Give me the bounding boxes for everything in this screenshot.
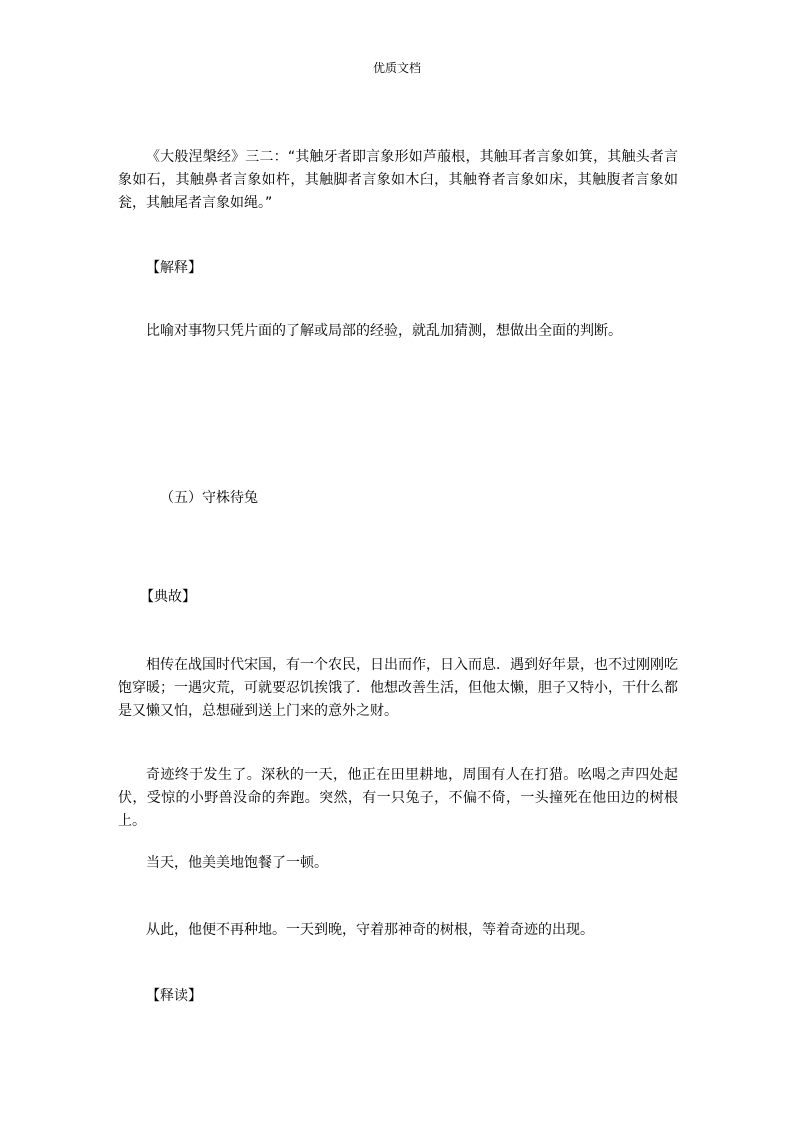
- section-title: （五）守株待兔: [160, 490, 258, 506]
- diangu-heading: 【典故】: [140, 589, 196, 605]
- story-paragraph-1: 相传在战国时代宋国，有一个农民，日出而作，日入而息．遇到好年景，也不过刚刚吃饱穿暖；一遇灾荒，可就要忍饥挨饿了．他想改善生活，但他太懒，胆子又特小，干什么都是又懒又怕，总想碰到送上门来的意外之财。: [118, 657, 678, 719]
- jieshi-heading: 【解释】: [146, 260, 202, 276]
- story-paragraph-2: 奇迹终于发生了。深秋的一天，他正在田里耕地，周围有人在打猎。吆喝之声四处起伏，受惊的小野兽没命的奔跑。突然，有一只兔子，不偏不倚，一头撞死在他田边的树根上。: [118, 767, 678, 829]
- jieshi-paragraph: 比喻对事物只凭片面的了解或局部的经验，就乱加猜测，想做出全面的判断。: [146, 323, 622, 339]
- story-paragraph-4: 从此，他便不再种地。一天到晚，守着那神奇的树根，等着奇迹的出现。: [146, 922, 594, 938]
- story-paragraph-3: 当天，他美美地饱餐了一顿。: [146, 855, 328, 871]
- page-header: 优质文档: [372, 61, 421, 75]
- quote-paragraph: 《大般涅槃经》三二：“其触牙者即言象形如芦菔根，其触耳者言象如箕，其触头者言象如石，其触鼻者言象如杵，其触脚者言象如木臼，其触脊者言象如床，其触腹者言象如瓮，其触尾者言象如绳。”: [118, 149, 678, 211]
- shidu-heading: 【释读】: [146, 988, 202, 1004]
